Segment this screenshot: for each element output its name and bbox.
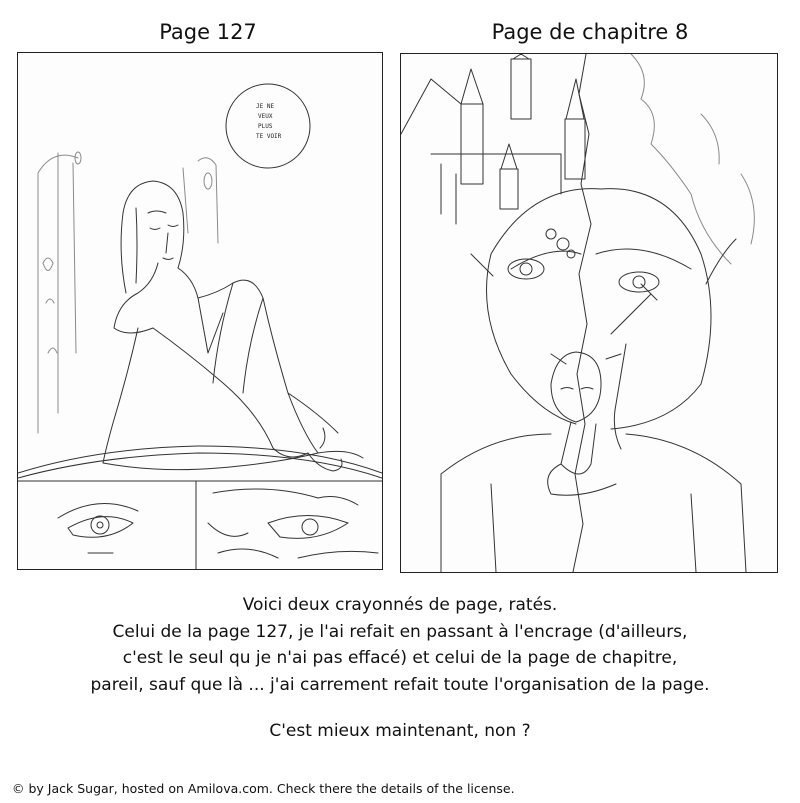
description — [0, 592, 800, 745]
description-line-3: c'est le seul qu je n'ai pas effacé) et celui de la page de chapitre, — [122, 648, 678, 668]
chapter-8-sketch — [400, 53, 778, 573]
bubble-line-4: TE VOIR — [256, 133, 282, 140]
description-line-1: Voici deux crayonnés de page, ratés. — [242, 595, 558, 615]
left-page-caption: Page 127 — [159, 20, 257, 44]
bubble-line-1: JE NE — [256, 103, 275, 110]
background-wall — [38, 152, 218, 433]
right-page-caption: Page de chapitre 8 — [491, 20, 689, 44]
bubble-line-2: VEUX — [258, 113, 273, 120]
eye-closeup-left — [58, 503, 138, 553]
page-127-sketch — [17, 52, 383, 570]
description-line-2: Celui de la page 127, je l'ai refait en passant à l'encrage (d'ailleurs, — [112, 621, 688, 642]
seated-girl — [103, 181, 363, 471]
bubble-line-3: PLUS — [258, 123, 273, 130]
license-footer: © by Jack Sugar, hosted on Amilova.com. Check there the details of the license. — [12, 781, 515, 796]
eye-closeup-right — [208, 489, 378, 558]
chapter-8-pencil-drawing — [401, 54, 777, 572]
question-line: C'est mieux maintenant, non ? — [269, 721, 531, 741]
small-character — [548, 284, 657, 495]
castle — [401, 54, 585, 224]
page-127-pencil-drawing — [18, 53, 382, 569]
twin-faces — [471, 189, 736, 429]
description-line-4: pareil, sauf que là ... j'ai carrement refait toute l'organisation de la page. — [90, 674, 710, 695]
